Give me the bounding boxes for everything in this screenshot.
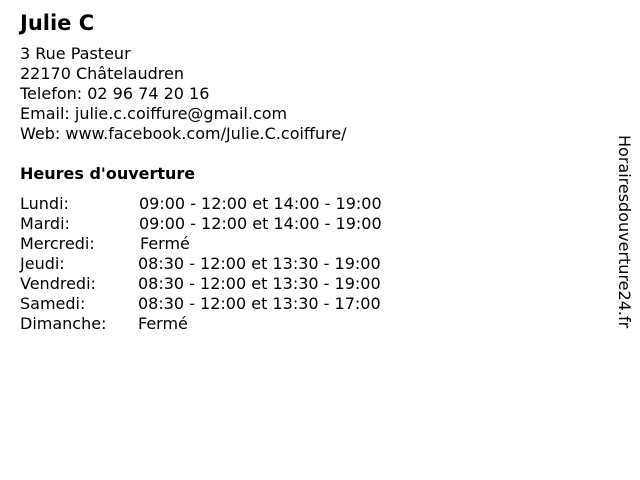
business-name: Julie C: [20, 11, 95, 35]
website-url: Web: www.facebook.com/Julie.C.coiffure/: [20, 124, 347, 143]
day-hours: 09:00 - 12:00 et 14:00 - 19:00: [139, 214, 382, 233]
day-hours: 09:00 - 12:00 et 14:00 - 19:00: [139, 194, 382, 213]
day-hours: 08:30 - 12:00 et 13:30 - 19:00: [138, 254, 381, 273]
city-postal-code: 22170 Châtelaudren: [20, 64, 184, 83]
day-label: Dimanche:: [20, 314, 107, 333]
side-brand-watermark: Horairesdouverture24.fr: [615, 135, 634, 329]
email-address: Email: julie.c.coiffure@gmail.com: [20, 104, 288, 123]
opening-hours-heading: Heures d'ouverture: [20, 164, 196, 183]
phone-number: Telefon: 02 96 74 20 16: [20, 84, 210, 103]
day-label: Mardi:: [20, 214, 70, 233]
day-label: Samedi:: [20, 294, 86, 313]
day-hours: 08:30 - 12:00 et 13:30 - 17:00: [138, 294, 381, 313]
day-label: Vendredi:: [20, 274, 96, 293]
day-label: Jeudi:: [20, 254, 65, 273]
day-hours: 08:30 - 12:00 et 13:30 - 19:00: [138, 274, 381, 293]
day-label: Lundi:: [20, 194, 69, 213]
day-hours: Fermé: [140, 234, 190, 253]
contact-block: [20, 44, 347, 144]
street-address: 3 Rue Pasteur: [20, 44, 131, 63]
day-hours: Fermé: [138, 314, 188, 333]
day-label: Mercredi:: [20, 234, 95, 253]
